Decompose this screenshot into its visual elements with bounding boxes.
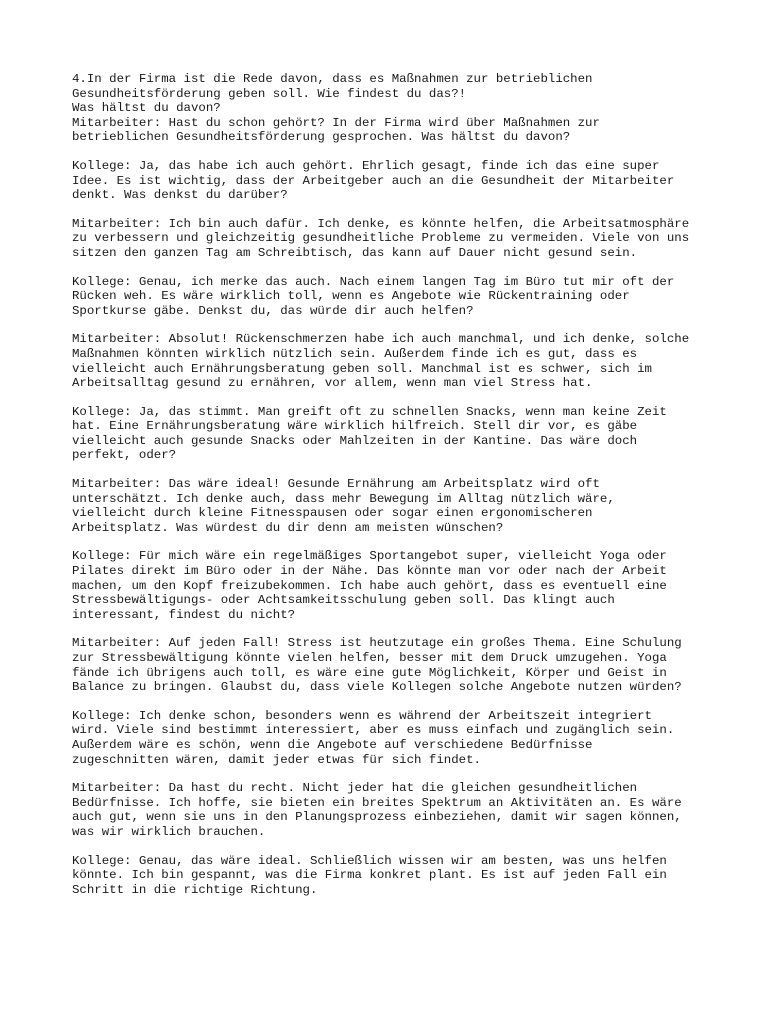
text-line: Schritt in die richtige Richtung. xyxy=(72,882,318,897)
text-line: was wir wirklich brauchen. xyxy=(72,824,266,839)
text-line: Idee. Es ist wichtig, dass der Arbeitgeber auch an die Gesundheit der Mitarbeiter xyxy=(72,173,675,188)
paragraph xyxy=(72,405,712,463)
text-line: zur Stressbewältigung könnte vielen helfen, besser mit dem Druck umzugehen. Yoga xyxy=(72,651,667,665)
text-line: Mitarbeiter: Ich bin auch dafür. Ich denke, es könnte helfen, die Arbeitsatmosphäre xyxy=(72,216,690,231)
text-line: Mitarbeiter: Auf jeden Fall! Stress ist heutzutage ein großes Thema. Eine Schulung xyxy=(72,636,682,651)
paragraph xyxy=(72,709,712,767)
text-line: Balance zu bringen. Glaubst du, dass viele Kollegen solche Angebote nutzen würden? xyxy=(72,680,682,695)
text-line: zugeschnitten wären, damit jeder etwas für sich findet. xyxy=(72,752,481,767)
text-line: zu verbessern und gleichzeitig gesundheitliche Probleme zu vermeiden. Viele von uns xyxy=(72,231,690,246)
text-line: Kollege: Genau, das wäre ideal. Schließlich wissen wir am besten, was uns helfen xyxy=(72,853,667,868)
text-line: Rücken weh. Es wäre wirklich toll, wenn es Angebote wie Rückentraining oder xyxy=(72,289,630,304)
text-line: interessant, findest du nicht? xyxy=(72,607,296,622)
text-line: Pilates direkt im Büro oder in der Nähe. Das könnte man vor oder nach der Arbeit xyxy=(72,564,667,579)
text-line: Mitarbeiter: Das wäre ideal! Gesunde Ernährung am Arbeitsplatz wird oft xyxy=(72,477,600,492)
paragraph xyxy=(72,477,712,535)
document-page xyxy=(72,72,712,911)
text-line: Mitarbeiter: Da hast du recht. Nicht jeder hat die gleichen gesundheitlichen xyxy=(72,781,638,796)
text-line: wird. Viele sind bestimmt interessiert, aber es muss einfach und zugänglich sein. xyxy=(72,723,675,738)
text-line: Gesundheitsförderung geben soll. Wie findest du das?! xyxy=(72,86,467,101)
text-line: Stressbewältigungs- oder Achtsamkeitsschulung geben soll. Das klingt auch xyxy=(72,593,615,608)
text-line: könnte. Ich bin gespannt, was die Firma konkret plant. Es ist auf jeden Fall ein xyxy=(72,868,667,883)
text-line: Arbeitsalltag gesund zu ernähren, vor allem, wenn man viel Stress hat. xyxy=(72,376,593,391)
paragraph xyxy=(72,72,712,145)
paragraph xyxy=(72,636,712,694)
text-line: hat. Eine Ernährungsberatung wäre wirklich hilfreich. Stell dir vor, es gäbe xyxy=(72,419,638,434)
text-line: Kollege: Ja, das habe ich auch gehört. Ehrlich gesagt, finde ich das eine super xyxy=(72,158,660,173)
text-line: sitzen den ganzen Tag am Schreibtisch, das kann auf Dauer nicht gesund sein. xyxy=(72,245,638,260)
text-line: Kollege: Genau, ich merke das auch. Nach einem langen Tag im Büro tut mir oft der xyxy=(72,274,675,289)
text-line: unterschätzt. Ich denke auch, dass mehr Bewegung im Alltag nützlich wäre, xyxy=(72,491,615,506)
text-line: Was hältst du davon? xyxy=(72,101,221,116)
text-line: Kollege: Für mich wäre ein regelmäßiges Sportangebot super, vielleicht Yoga oder xyxy=(72,549,667,564)
text-line: Kollege: Ja, das stimmt. Man greift oft zu schnellen Snacks, wenn man keine Zeit xyxy=(72,404,667,419)
paragraph xyxy=(72,854,712,898)
paragraph xyxy=(72,549,712,622)
text-line: vielleicht durch kleine Fitnesspausen oder sogar einen ergonomischeren xyxy=(72,506,593,521)
text-line: denkt. Was denkst du darüber? xyxy=(72,188,288,203)
text-line: Außerdem wäre es schön, wenn die Angebote auf verschiedene Bedürfnisse xyxy=(72,737,593,752)
text-line: Bedürfnisse. Ich hoffe, sie bieten ein breites Spektrum an Aktivitäten an. Es wäre xyxy=(72,795,682,810)
text-line: Sportkurse gäbe. Denkst du, das würde dir auch helfen? xyxy=(72,303,474,318)
text-line: vielleicht auch Ernährungsberatung geben soll. Manchmal ist es schwer, sich im xyxy=(72,361,652,376)
text-line: Kollege: Ich denke schon, besonders wenn es während der Arbeitszeit integriert xyxy=(72,708,652,723)
text-line: Mitarbeiter: Hast du schon gehört? In der Firma wird über Maßnahmen zur xyxy=(72,115,600,130)
paragraph xyxy=(72,275,712,319)
text-line: machen, um den Kopf freizubekommen. Ich habe auch gehört, dass es eventuell eine xyxy=(72,578,667,593)
text-line: Maßnahmen könnten wirklich nützlich sein. Außerdem finde ich es gut, dass es xyxy=(72,346,638,361)
paragraph xyxy=(72,332,712,390)
text-line: Mitarbeiter: Absolut! Rückenschmerzen habe ich auch manchmal, und ich denke, solche xyxy=(72,332,690,347)
text-line: Arbeitsplatz. Was würdest du dir denn am meisten wünschen? xyxy=(72,520,504,535)
paragraph xyxy=(72,217,712,261)
text-line: auch gut, wenn sie uns in den Planungsprozess einbeziehen, damit wir sagen können, xyxy=(72,810,682,825)
text-line: vielleicht auch gesunde Snacks oder Mahlzeiten in der Kantine. Das wäre doch xyxy=(72,433,638,448)
text-line: betrieblichen Gesundheitsförderung gesprochen. Was hältst du davon? xyxy=(72,130,571,145)
paragraph xyxy=(72,781,712,839)
text-line: 4.In der Firma ist die Rede davon, dass es Maßnahmen zur betrieblichen xyxy=(72,72,593,86)
text-line: perfekt, oder? xyxy=(72,448,177,463)
paragraph xyxy=(72,159,712,203)
text-line: fände ich übrigens auch toll, es wäre eine gute Möglichkeit, Körper und Geist in xyxy=(72,665,667,680)
